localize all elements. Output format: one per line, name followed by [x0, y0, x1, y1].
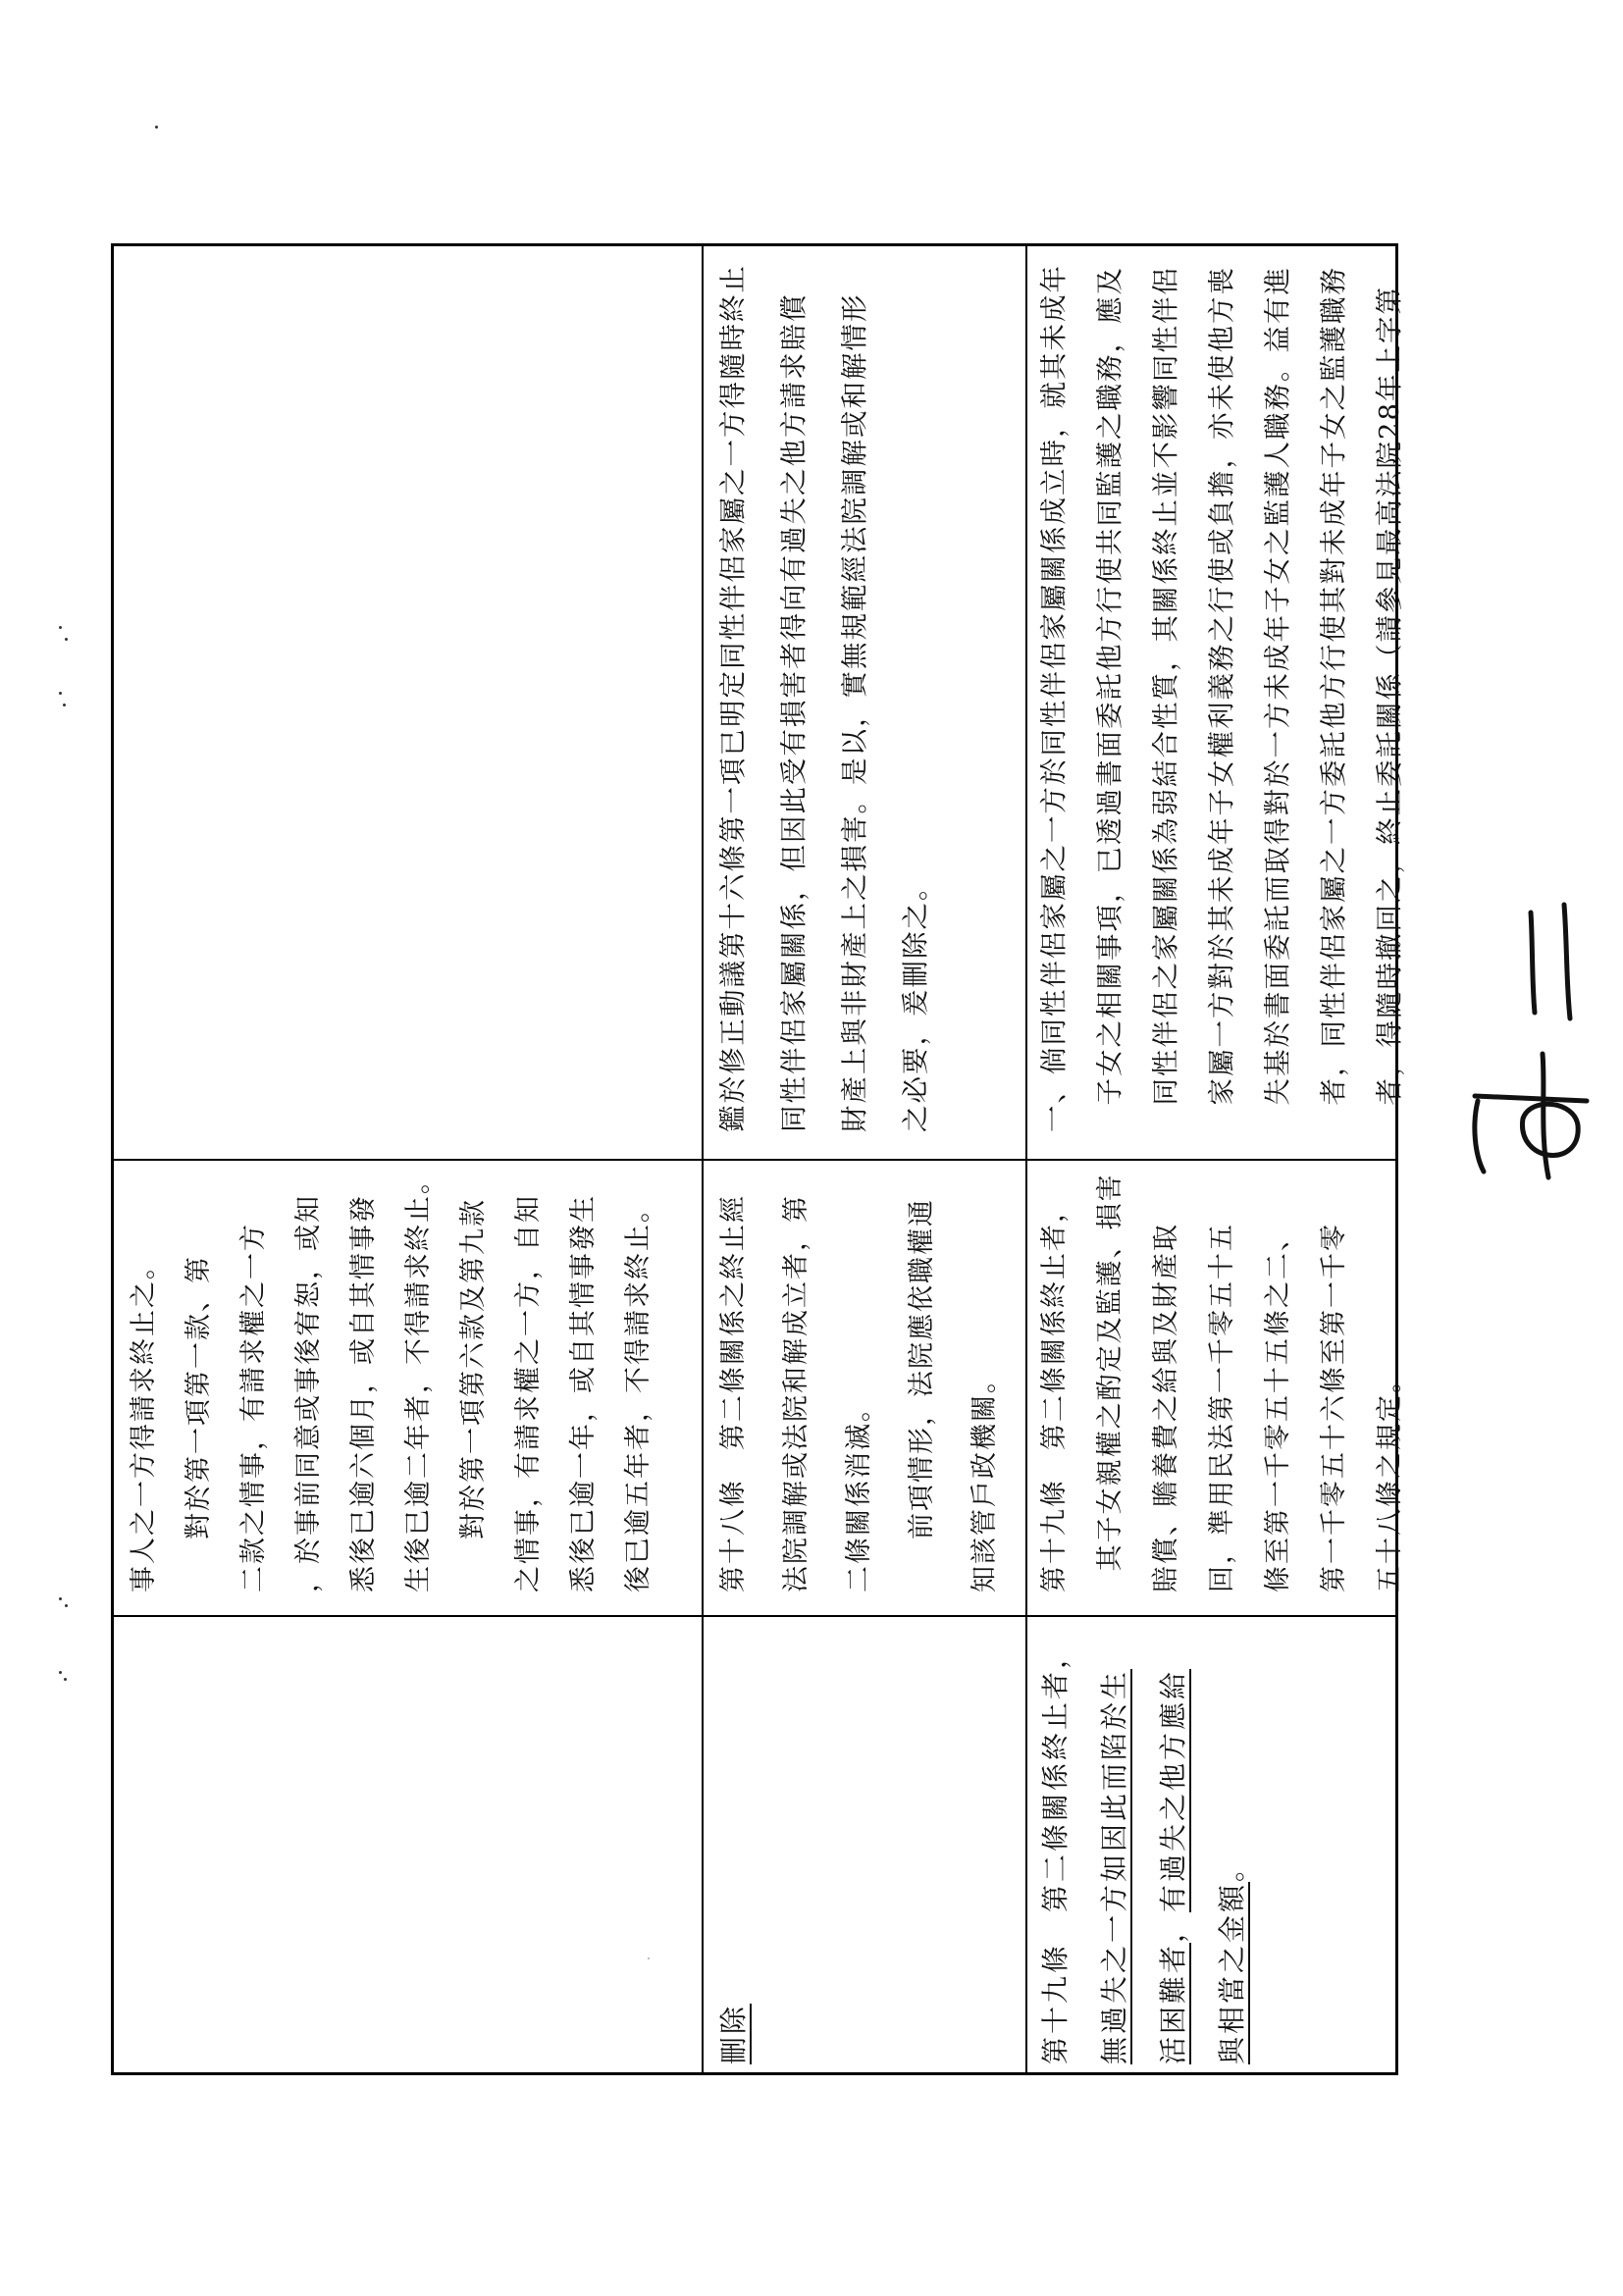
text-line: 後已逾五年者，不得請求終止。	[623, 1194, 654, 1592]
text-line: 一、倘同性伴侶家屬之一方於同性伴侶家屬關係成立時，就其未成年	[1038, 264, 1070, 1132]
text-line: 第一千零五十六條至第一千零	[1319, 1223, 1349, 1592]
cell-row1-revised	[114, 1616, 703, 2072]
cell-row3-revised	[1026, 1616, 1401, 2072]
text-line: 其子女親權之酌定及監護、損害	[1095, 1173, 1126, 1572]
text-line: 者，同性伴侶家屬之一方委託他方行使其對未成年子女之監護職務	[1318, 266, 1349, 1106]
scan-speck	[648, 1957, 650, 1959]
text-line: 回，準用民法第一千零五十五	[1207, 1223, 1237, 1592]
pen-stroke	[1475, 1096, 1587, 1101]
text-line: 第十九條 第二條關係終止者，	[1039, 1638, 1072, 2064]
handwritten-page-mark	[1442, 883, 1619, 1197]
scan-speck	[59, 1671, 62, 1674]
text-line: 同性伴侶之家屬關係為弱結合性質，其關係終止並不影響同性伴侶	[1150, 266, 1181, 1106]
text-line: 之必要，爰刪除之。	[900, 871, 931, 1132]
text-line: 前項情形，法院應依職權通	[907, 1198, 937, 1539]
scan-speck	[65, 1604, 68, 1607]
underlined-text: 無過失之一方如因此而陷於生	[1098, 1668, 1130, 2064]
scan-speck	[64, 1678, 67, 1681]
cell-row2-current	[703, 1160, 1026, 1616]
text-line: 之情事，有請求權之一方，自知	[513, 1194, 544, 1592]
text-segment: 。	[1216, 1851, 1248, 1882]
text-line: 失基於書面委託而取得對於一方未成年子女之監護人職務。益有進	[1262, 266, 1293, 1106]
text-line: 第十八條 第二條關係之終止經	[718, 1194, 749, 1592]
text-line: 子女之相關事項，已透過書面委託他方行使共同監護之職務，應及	[1094, 266, 1126, 1106]
text-line: 第十九條 第二條關係終止者，	[1039, 1194, 1070, 1592]
cell-row3-current	[1026, 1160, 1405, 1616]
underlined-text: 有過失之他方應給	[1157, 1668, 1189, 1912]
pen-stroke	[1531, 913, 1535, 1013]
scan-speck	[63, 704, 66, 706]
text-line: ，於事前同意或事後宥恕，或知	[293, 1194, 324, 1592]
text-line: 法院調解或法院和解成立者，第	[781, 1194, 812, 1592]
text-line: 財產上與非財產上之損害。是以，實無規範經法院調解或和解情形	[839, 292, 870, 1132]
text-line	[1203, 1616, 1262, 2064]
text-line: 鑑於修正動議第十六條第一項已明定同性伴侶家屬之一方得隨時終止	[717, 264, 749, 1132]
pen-stroke	[1475, 1101, 1484, 1172]
cell-row2-revised	[703, 1616, 1026, 2072]
text-line: 二款之情事，有請求權之一方	[238, 1223, 269, 1592]
cell-row2-explanation	[703, 240, 1026, 1160]
text-line: 事人之一方得請求終止之。	[129, 1251, 159, 1592]
text-line: 對於第一項第一款、第	[183, 1255, 214, 1539]
text-line: 同性伴侶家屬關係，但因此受有損害者得向有過失之他方請求賠償	[778, 292, 810, 1132]
underlined-text: 刪除	[717, 2003, 750, 2064]
text-line: 對於第一項第六款及第九款	[458, 1198, 489, 1539]
text-line: 悉後已逾六個月，或自其情事發	[348, 1194, 379, 1592]
cell-row1-explanation	[114, 240, 703, 1160]
scan-speck	[59, 626, 62, 629]
text-line	[1144, 1616, 1203, 2064]
cell-row3-explanation	[1026, 240, 1405, 1160]
text-line: 知該管戶政機關。	[969, 1365, 1000, 1592]
scan-speck	[65, 638, 68, 641]
scan-speck	[59, 1597, 62, 1600]
pen-stroke	[1564, 905, 1570, 1018]
text-line: 悉後已逾一年，或自其情事發生	[568, 1194, 599, 1592]
text-line: 賠償、贍養費之給與及財產取	[1151, 1223, 1181, 1592]
text-line: 家屬一方對於其未成年子女權利義務之行使或負擔，亦未使他方喪	[1206, 266, 1237, 1106]
text-line: 五十八條之規定。	[1375, 1365, 1405, 1592]
text-segment: ，	[1157, 1911, 1189, 1943]
cell-row1-current	[114, 1160, 703, 1616]
underlined-text: 活困難者	[1157, 1942, 1189, 2064]
text-line: 二條關係消滅。	[844, 1393, 874, 1592]
pen-stroke	[1543, 1054, 1548, 1177]
scan-speck	[59, 692, 62, 695]
comparison-table	[111, 243, 1405, 2075]
text-line: 者，得隨時撤回之，終止委託關係（請參見最高法院28年上字第	[1374, 286, 1405, 1106]
text-line	[1085, 1616, 1144, 2064]
text-line	[703, 1616, 765, 2064]
underlined-text: 與相當之金額	[1216, 1881, 1248, 2064]
text-line: 條至第一千零五十五條之二、	[1263, 1223, 1293, 1592]
pen-stroke	[1522, 1104, 1578, 1155]
scan-speck	[155, 126, 158, 129]
text-line: 生後已逾二年者，不得請求終止。	[403, 1166, 434, 1592]
